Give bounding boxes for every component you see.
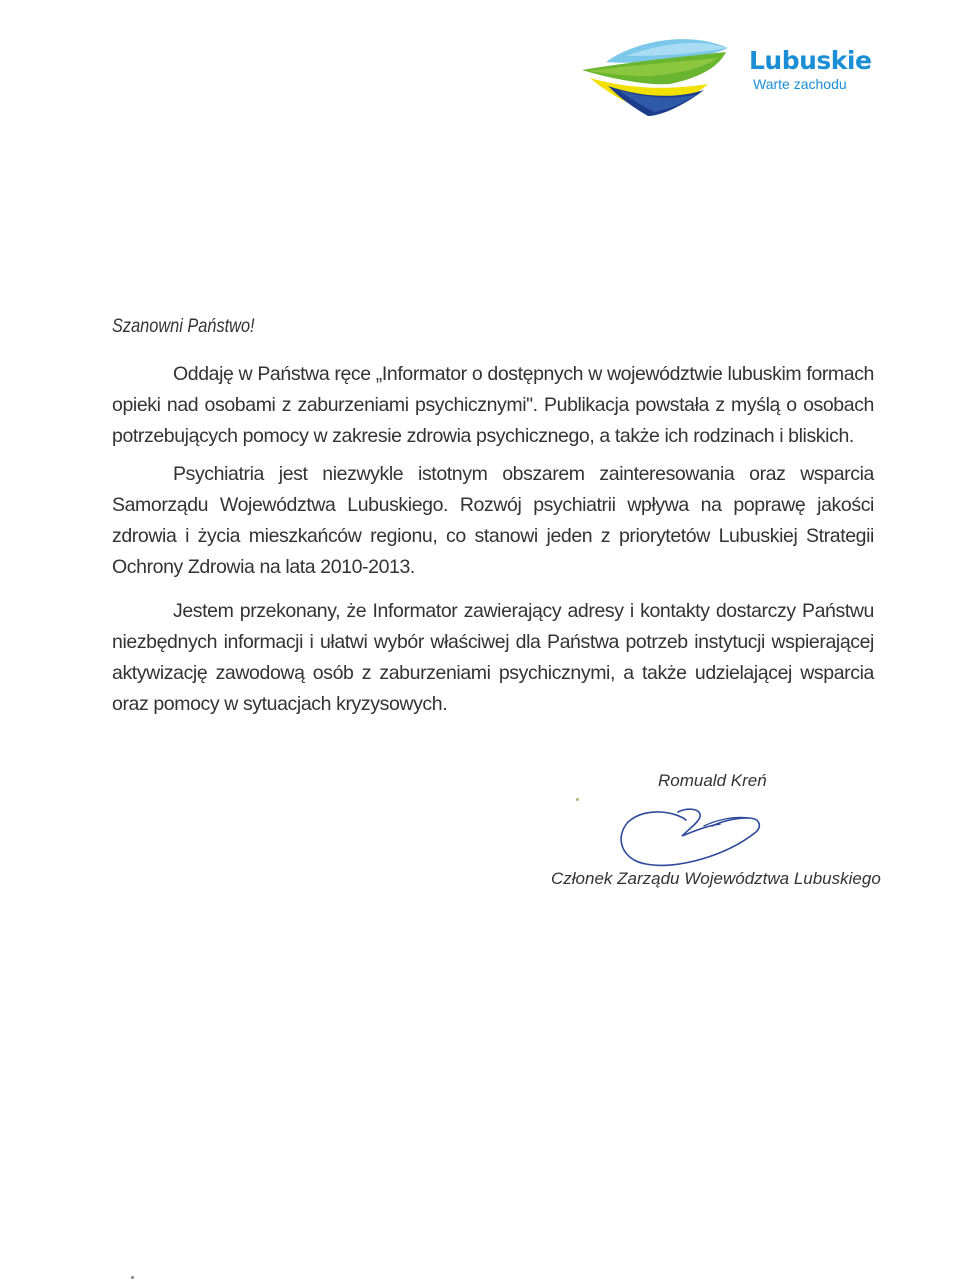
- salutation: Szanowni Państwo!: [112, 316, 255, 337]
- lubuskie-logo: [578, 34, 878, 124]
- handwritten-signature: [616, 800, 766, 870]
- logo-wordmark: Lubuskie: [749, 46, 872, 75]
- signer-title: Członek Zarządu Województwa Lubuskiego: [551, 869, 881, 888]
- paragraph-3: Jestem przekonany, że Informator zawierający adresy i kontakty dostarczy Państwu niezbędnych informacji i ułatwi wybór właściwej dla Państwa potrzeb instytucji wspierającej aktywizację zawodową osób z zaburzeniami psychicznymi, a także udzielającej wsparcia oraz pomocy w sytuacjach kryzysowych.: [112, 600, 874, 715]
- paragraph-1: Oddaję w Państwa ręce „Informator o dostępnych w województwie lubuskim formach opieki nad osobami z zaburzeniami psychicznymi". Publikacja powstała z myślą o osobach potrzebujących pomocy w zakresie zdrowia psychicznego, a także ich rodzinach i bliskich.: [112, 363, 874, 447]
- logo-tagline: Warte zachodu: [753, 76, 847, 92]
- paper-speck: [131, 1276, 134, 1279]
- paragraph-2: Psychiatria jest niezwykle istotnym obszarem zainteresowania oraz wsparcia Samorządu Województwa Lubuskiego. Rozwój psychiatrii wpływa na poprawę jakości zdrowia i życia mieszkańców regionu, co stanowi jeden z priorytetów Lubuskiej Strategii Ochrony Zdrowia na lata 2010-2013.: [112, 463, 874, 578]
- paper-speck: [576, 798, 579, 801]
- signer-name: Romuald Kreń: [658, 771, 767, 790]
- lubuskie-logo-mark: [578, 34, 748, 124]
